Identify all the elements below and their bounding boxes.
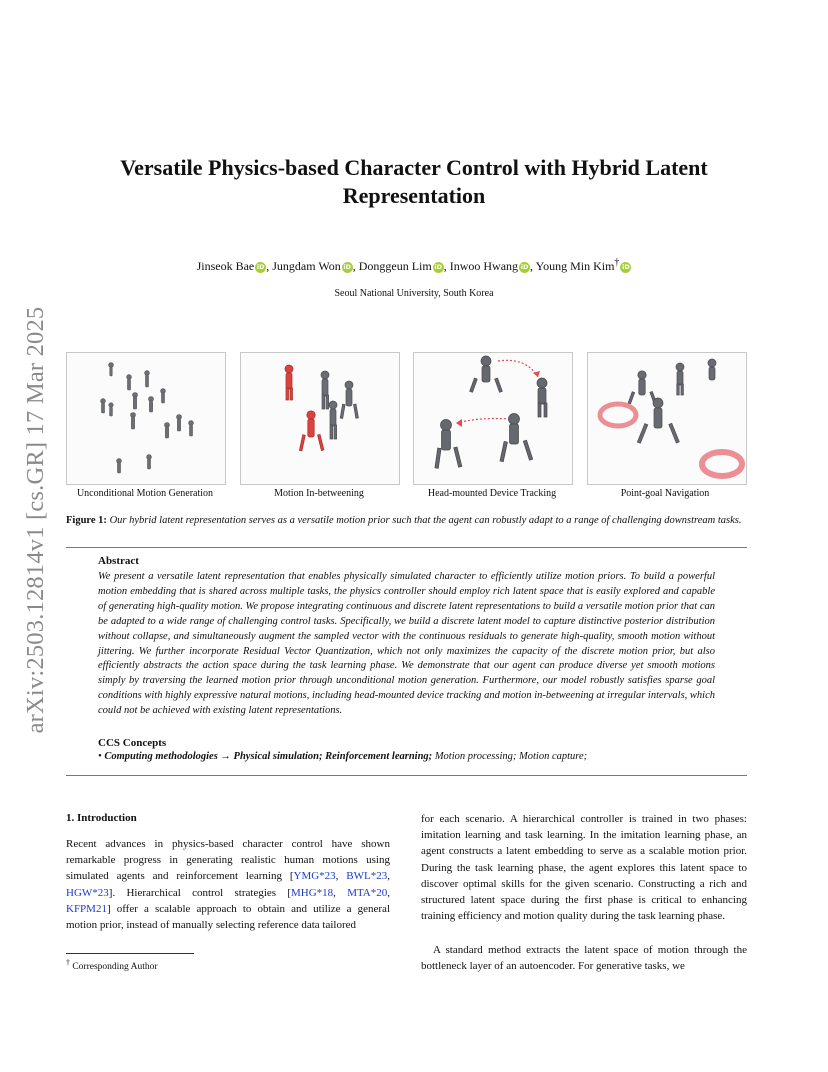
corresponding-mark: † xyxy=(614,257,620,268)
author-name: Young Min Kim xyxy=(535,259,615,273)
section-heading: 1. Introduction xyxy=(66,812,137,824)
orcid-icon[interactable]: iD xyxy=(256,263,265,271)
ccs-concepts xyxy=(98,751,715,762)
affiliation: Seoul National University, South Korea xyxy=(334,288,494,299)
figure-image-inbetweening xyxy=(241,353,399,484)
panel-label: Unconditional Motion Generation xyxy=(76,488,214,499)
ccs-subcategory: Physical simulation; Reinforcement learning; xyxy=(233,751,433,762)
citation-link[interactable]: HGW*23 xyxy=(66,886,109,899)
figure-image-hmd-tracking xyxy=(414,353,572,484)
figure-label: Figure 1: xyxy=(66,515,107,526)
abstract-text: We present a versatile latent representation that enables physically simulated character to efficiently utilize motion priors. To build a powerful motion embedding that is shared across multiple tasks, the physics controller should employ rich latent space that is easily explored and capable of generating high-quality motion. We propose integrating continuous and discrete latent representations to build a versatile motion prior that can be adapted to a wide range of challenging control tasks. Specifically, we build a discrete latent model to capture distinctive posterior distribution without collapse, and simultaneously augment the sampled vector with the continuous residuals to generate high-quality, smooth motion without jittering. We further incorporate Residual Vector Quantization, which not only maximizes the capacity of the discrete motion prior, but also efficiently abstracts the action space during the task learning phase. We demonstrate that our agent can produce diverse yet smooth motions simply by traversing the learned motion prior through unconditional motion generation. Furthermore, our model robustly satisfies sparse goal conditions with highly expressive natural motions, including head-mounted device tracking and motion in-betweening at irregular intervals, which could not be achieved with existing latent representations. xyxy=(98,571,715,717)
intro-paragraph-2: for each scenario. A hierarchical controller is trained in two phases: imitation learning and task learning. In the imitation learning phase, an agent constructs a latent embedding to serve as a scalable motion prior. During the task learning phase, the agent explores this latent space to discover optimal skills for the given scenario. Constructing a rich and structured latent space during the first phase is critical to enhancing training efficiency and motion quality during the task learning phase. xyxy=(421,813,747,923)
dagger-mark: † xyxy=(66,958,70,967)
ccs-rest: Motion processing; Motion capture; xyxy=(434,751,588,762)
target-ring-icon xyxy=(702,452,742,476)
figure-panel-inbetweening xyxy=(240,352,400,485)
author-name: Donggeun Lim xyxy=(358,259,432,273)
intro-paragraph-1 xyxy=(66,836,390,933)
arrow-head-icon xyxy=(533,371,540,377)
arxiv-stamp: arXiv:2503.12814v1 [cs.GR] 17 Mar 2025 xyxy=(22,306,49,734)
paper-title: Versatile Physics-based Character Control with Hybrid Latent Representation xyxy=(120,155,708,208)
divider xyxy=(66,775,747,776)
author-name: Jinseok Bae xyxy=(196,259,255,273)
figure-panel-unconditional xyxy=(66,352,226,485)
arrow-head-icon xyxy=(456,419,462,427)
citation-link[interactable]: BWL*23 xyxy=(346,870,388,883)
figure-image-navigation xyxy=(588,353,746,484)
text-run: Recent advances in physics-based character control have shown remarkable progress in generating realistic human motions using simulated agents and reinforcement learning [ xyxy=(66,838,390,883)
footnote xyxy=(66,958,158,972)
text-run: , xyxy=(387,870,390,883)
author-list: Jinseok Bae iD , Jungdam Won iD , Donggeun Lim iD , Inwoo Hwang iD , Young Min Kim† iD xyxy=(196,257,630,273)
text-run: , xyxy=(333,886,348,899)
ccs-category: Computing methodologies xyxy=(104,751,218,762)
figure-panel-navigation xyxy=(587,352,747,485)
orcid-icon[interactable]: iD xyxy=(520,263,529,271)
panel-label: Point-goal Navigation xyxy=(620,488,710,499)
text-run: , xyxy=(335,870,347,883)
arrow-icon: → xyxy=(220,751,231,762)
orcid-icon[interactable]: iD xyxy=(622,263,630,271)
text-run: , xyxy=(387,886,391,899)
text-run: ] offer a scalable approach to obtain and utilize a general motion prior, instead of manually selecting reference data tailored xyxy=(66,902,390,932)
intro-paragraph-3: A standard method extracts the latent space of motion through the bottleneck layer of an autoencoder. For generative tasks, we xyxy=(421,944,747,973)
panel-label: Motion In-betweening xyxy=(274,488,364,499)
figure-image-unconditional xyxy=(67,353,225,484)
divider xyxy=(66,547,747,548)
orcid-icon[interactable]: iD xyxy=(343,263,352,271)
abstract-heading: Abstract xyxy=(98,555,139,567)
figure-caption xyxy=(66,513,748,528)
footnote-text: Corresponding Author xyxy=(72,962,158,973)
ccs-heading: CCS Concepts xyxy=(98,737,167,749)
citation-link[interactable]: MHG*18 xyxy=(290,886,334,899)
author-name: Jungdam Won xyxy=(272,259,341,273)
bullet: • xyxy=(98,751,102,762)
citation-link[interactable]: YMG*23 xyxy=(293,870,336,883)
text-run: ]. Hierarchical control strategies [ xyxy=(108,886,291,899)
figure-panel-hmd-tracking xyxy=(413,352,573,485)
footnote-divider xyxy=(66,953,194,954)
author-name: Inwoo Hwang xyxy=(449,259,519,273)
orcid-icon[interactable]: iD xyxy=(434,263,443,271)
citation-link[interactable]: MTA*20 xyxy=(347,886,388,899)
citation-link[interactable]: KFPM21 xyxy=(66,902,107,915)
panel-label: Head-mounted Device Tracking xyxy=(427,488,557,499)
figure-caption-text: Our hybrid latent representation serves as a versatile motion prior such that the agent can robustly adapt to a range of challenging downstream tasks. xyxy=(109,515,742,526)
target-ring-icon xyxy=(600,404,636,426)
